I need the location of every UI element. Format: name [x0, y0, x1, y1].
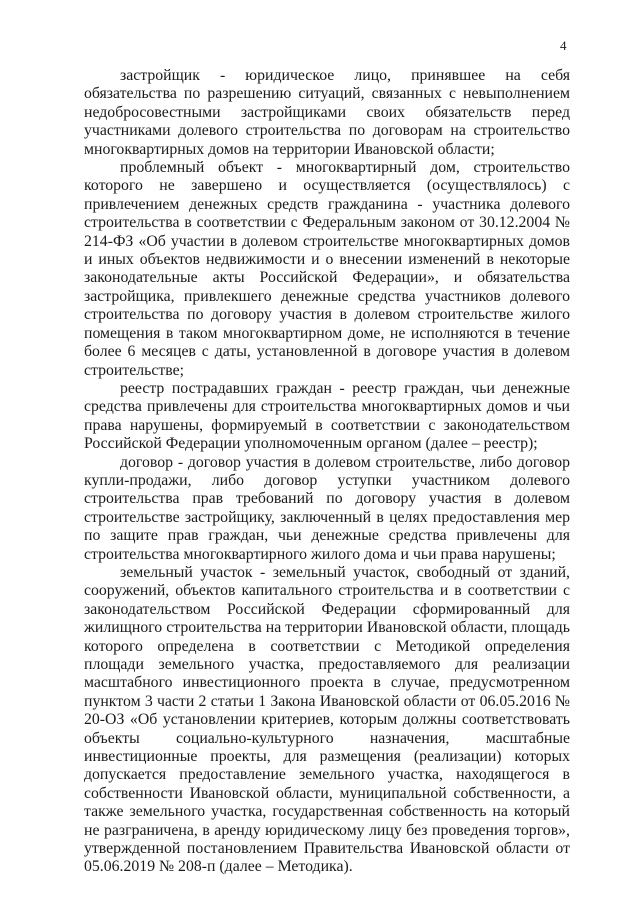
definition-contract: договор - договор участия в долевом строительстве, либо договор купли-продажи, либо договор уступки участником долевого строительства прав требований по договору участия в долевом строительстве застройщику, заключенный в целях предоставления мер по защите прав граждан, чьи денежные средства привлечены для строительства многоквартирного жилого дома и чьи права нарушены;: [84, 453, 570, 563]
definition-registry: реестр пострадавших граждан - реестр граждан, чьи денежные средства привлечены для строительства многоквартирных домов и чьи права нарушены, формируемый в соответствии с законодательством Российской Федерации уполномоченным органом (далее – реестр);: [84, 379, 570, 453]
definition-problem-object: проблемный объект - многоквартирный дом, строительство которого не завершено и осуществляется (осуществлялось) с привлечением денежных средств гражданина - участника долевого строительства в соответствии с Федеральным законом от 30.12.2004 № 214-ФЗ «Об участии в долевом строительстве многоквартирных домов и иных объектов недвижимости и о внесении изменений в некоторые законодательные акты Российской Федерации», и обязательства застройщика, привлекшего денежные средства участников долевого строительства по договору участия в долевом строительстве жилого помещения в таком многоквартирном доме, не исполняются в течение более 6 месяцев с даты, установленной в договоре участия в долевом строительстве;: [84, 159, 570, 379]
definition-developer: застройщик - юридическое лицо, принявшее на себя обязательства по разрешению ситуаций, связанных с невыполнением недобросовестными застройщиками своих обязательств перед участниками долевого строительства по договорам на строительство многоквартирных домов на территории Ивановской области;: [84, 67, 570, 158]
page-number: 4: [560, 38, 567, 53]
document-body: [84, 67, 570, 877]
definition-land-plot: земельный участок - земельный участок, свободный от зданий, сооружений, объектов капитального строительства и в соответствии с законодательством Российской Федерации сформированный для жилищного строительства на территории Ивановской области, площадь которого определена в соответствии с Методикой определения площади земельного участка, предоставляемого для реализации масштабного инвестиционного проекта в случае, предусмотренном пунктом 3 части 2 статьи 1 Закона Ивановской области от 06.05.2016 № 20-ОЗ «Об установлении критериев, которым должны соответствовать объекты социально-культурного назначения, масштабные инвестиционные проекты, для размещения (реализации) которых допускается предоставление земельного участка, находящегося в собственности Ивановской области, муниципальной собственности, а также земельного участка, государственная собственность на который не разграничена, в аренду юридическому лицу без проведения торгов», утвержденной постановлением Правительства Ивановской области от 05.06.2019 № 208-п (далее – Методика).: [84, 563, 570, 876]
